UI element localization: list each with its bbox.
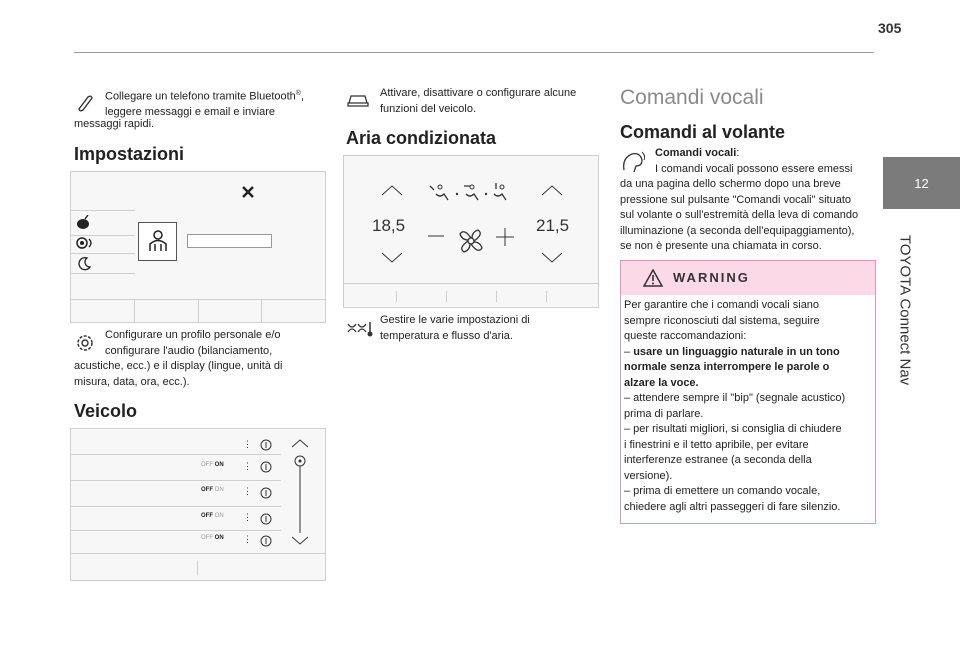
toggle-4[interactable]: OFF ON [201, 535, 224, 541]
sound-icon[interactable] [75, 215, 93, 231]
warning-box [620, 260, 876, 524]
temperature-right: 21,5 [536, 216, 570, 235]
info-icon[interactable] [260, 487, 272, 499]
warning-text: Per garantire che i comandi vocali siano sempre riconosciuti dal sistema, seguire queste raccomandazioni: – usare un linguaggio naturale in un tono normale senza interrompere le parole o alzare la voce. – attendere sempre il "bip" (segnale acustico) prima di parlare. – per risultati migliori, si consiglia di chiudere i finestrini e il tetto apribile, per evitare interferenze estranee (a seconda della versione). – prima di emettere un comando vocale, chiedere agli altri passeggeri di fare silenzio. [624, 299, 846, 513]
climate-screen [343, 155, 599, 308]
climate-icon [346, 320, 374, 338]
temp-right-down-icon[interactable] [540, 252, 564, 264]
airflow-mode-icons[interactable] [426, 180, 516, 206]
warning-header [621, 261, 875, 295]
more-icon[interactable]: ⋮ [243, 534, 252, 544]
info-icon[interactable] [260, 535, 272, 547]
fan-icon [456, 226, 486, 256]
display-settings-icon[interactable] [74, 235, 96, 251]
heading-voice-commands: Comandi vocali [620, 86, 764, 109]
temp-right-up-icon[interactable] [540, 184, 564, 196]
chapter-number: 12 [914, 175, 929, 191]
fan-decrease-icon[interactable] [428, 234, 444, 238]
toggle-1[interactable]: OFF ON [201, 462, 224, 468]
intro-text: Collegare un telefono tramite Bluetooth®, leggere messaggi e email e inviare [105, 90, 305, 119]
user-icon [148, 229, 168, 253]
settings-description-1: Configurare un profilo personale e/o configurare l'audio (bilanciamento, [105, 329, 281, 357]
profile-name-field[interactable] [187, 234, 272, 248]
info-icon[interactable] [260, 513, 272, 525]
close-icon[interactable] [241, 185, 255, 199]
toggle-2[interactable]: OFF ON [201, 487, 224, 493]
settings-screen [70, 171, 326, 323]
heading-settings: Impostazioni [74, 144, 185, 164]
warning-icon [643, 269, 663, 287]
warning-title: WARNING [673, 270, 750, 285]
more-icon[interactable]: ⋮ [243, 512, 252, 522]
settings-icon [74, 332, 96, 354]
phone-icon [74, 92, 96, 114]
scrollbar[interactable] [289, 437, 311, 547]
more-icon[interactable]: ⋮ [243, 461, 252, 471]
voice-description: da una pagina dello schermo dopo una breve pressione sul pulsante "Comandi vocali" situato sul volante o sull'estremità della leva di comando illuminazione (a seconda dell'equipaggiamento), se non è presente una chiamata in corso. [620, 178, 859, 252]
toggle-3[interactable]: OFF ON [201, 513, 224, 519]
climate-description: Gestire le varie impostazioni di temperatura e flusso d'aria. [380, 314, 530, 342]
heading-air-conditioning: Aria condizionata [346, 128, 497, 148]
moon-icon[interactable] [76, 256, 92, 272]
more-icon[interactable]: ⋮ [243, 486, 252, 496]
header-divider [74, 52, 874, 53]
settings-description-2: acustiche, ecc.) e il display (lingue, unità di misura, data, ora, ecc.). [74, 360, 283, 388]
temp-left-down-icon[interactable] [380, 252, 404, 264]
profile-button[interactable] [138, 222, 177, 261]
info-icon[interactable] [260, 461, 272, 473]
vehicle-screen [70, 428, 326, 581]
chapter-side-title [895, 215, 915, 405]
page-number: 305 [878, 20, 902, 36]
car-icon [346, 91, 370, 109]
fan-increase-icon[interactable] [496, 228, 514, 246]
more-icon[interactable]: ⋮ [243, 439, 252, 449]
chapter-tab [883, 157, 960, 209]
heading-vehicle: Veicolo [74, 401, 138, 421]
vehicle-description: Attivare, disattivare o configurare alcune funzioni del veicolo. [380, 87, 577, 115]
heading-steering-wheel-controls: Comandi al volante [620, 122, 786, 142]
intro-text-line3: messaggi rapidi. [74, 118, 155, 130]
temperature-left: 18,5 [372, 216, 406, 235]
voice-intro: Comandi vocali: I comandi vocali possono essere emessi [655, 147, 853, 175]
voice-command-icon [620, 150, 648, 174]
chapter-title: TOYOTA Connect Nav [896, 234, 914, 386]
info-icon[interactable] [260, 439, 272, 451]
temp-left-up-icon[interactable] [380, 184, 404, 196]
